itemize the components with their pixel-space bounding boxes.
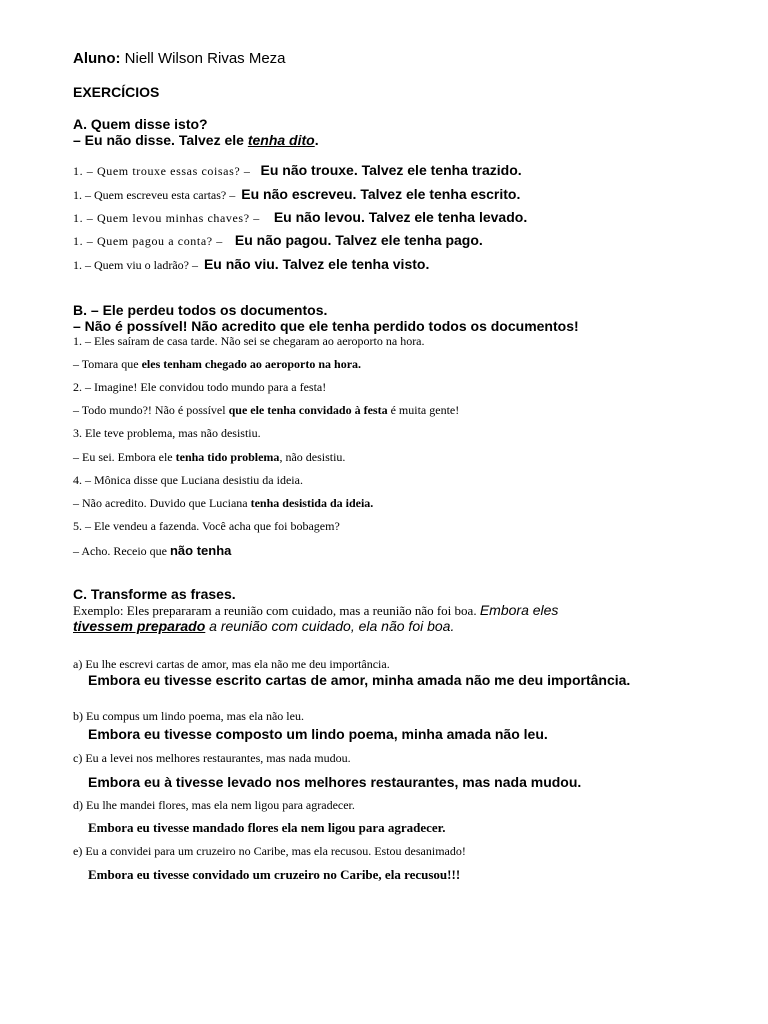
- section-b-line-9: 5. – Ele vendeu a fazenda. Você acha que foi bobagem?: [73, 519, 340, 533]
- section-b-title: B. – Ele perdeu todos os documentos.: [73, 302, 328, 318]
- example-emphasis: tivessem preparado: [73, 618, 206, 634]
- section-b-line-6: [73, 450, 345, 465]
- line-answer: tenha tido problema: [175, 450, 280, 464]
- section-b-line-5: 3. Ele teve problema, mas não desistiu.: [73, 426, 261, 440]
- section-c-c-answer: Embora eu à tivesse levado nos melhores restaurantes, mas nada mudou.: [88, 774, 582, 790]
- section-b-line-8: [73, 496, 373, 511]
- section-c-e-answer: Embora eu tivesse convidado um cruzeiro no Caribe, ela recusou!!!: [88, 867, 461, 882]
- section-a-item-1: [73, 162, 522, 180]
- section-c-title: C. Transforme as frases.: [73, 586, 236, 602]
- section-a-item-5: [73, 256, 429, 274]
- section-b-line-7: 4. – Mônica disse que Luciana desistiu da ideia.: [73, 473, 303, 487]
- line-answer: não tenha: [169, 543, 232, 558]
- section-c-d-question: d) Eu lhe mandei flores, mas ela nem ligou para agradecer.: [73, 798, 355, 812]
- section-c-b-question: b) Eu compus um lindo poema, mas ela não leu.: [73, 709, 304, 723]
- exercises-title: EXERCÍCIOS: [73, 84, 160, 100]
- line-answer: eles tenham chegado ao aeroporto na hora.: [141, 357, 362, 371]
- line-text-end: é muita gente!: [387, 403, 460, 417]
- student-label: Aluno:: [73, 50, 121, 67]
- item-question: 1. – Quem levou minhas chaves? –: [73, 211, 260, 225]
- section-c-e-question: e) Eu a convidei para um cruzeiro no Caribe, mas ela recusou. Estou desanimado!: [73, 844, 466, 858]
- section-c-b-answer: Embora eu tivesse composto um lindo poema, minha amada não leu.: [88, 726, 548, 742]
- example-answer-end: a reunião com cuidado, ela não foi boa.: [205, 618, 455, 634]
- section-c-a-answer: Embora eu tivesse escrito cartas de amor, minha amada não me deu importância.: [88, 672, 631, 688]
- line-text: – Acho. Receio que: [73, 544, 170, 558]
- section-b-line-3: 2. – Imagine! Ele convidou todo mundo para a festa!: [73, 380, 327, 394]
- line-text: – Todo mundo?! Não é possível: [73, 403, 229, 417]
- section-b-line-2: [73, 357, 361, 372]
- section-a-item-4: [73, 232, 483, 250]
- item-question: 1. – Quem trouxe essas coisas? –: [73, 164, 251, 178]
- item-question: 1. – Quem viu o ladrão? –: [73, 258, 198, 272]
- line-answer: que ele tenha convidado à festa: [228, 403, 388, 417]
- line-text: – Não acredito. Duvido que Luciana: [73, 496, 251, 510]
- section-a-example: [73, 132, 319, 148]
- line-text: – Eu sei. Embora ele: [73, 450, 176, 464]
- example-text: Exemplo: Eles prepararam a reunião com cuidado, mas a reunião não foi boa.: [73, 603, 480, 618]
- section-b-example: – Não é possível! Não acredito que ele tenha perdido todos os documentos!: [73, 318, 579, 334]
- student-name: Niell Wilson Rivas Meza: [120, 50, 286, 67]
- section-c-example-line-2: [73, 618, 454, 634]
- item-answer: Eu não levou. Talvez ele tenha levado.: [273, 209, 528, 225]
- line-text-end: , não desistiu.: [279, 450, 346, 464]
- section-a-example-emphasis: tenha dito: [247, 132, 315, 148]
- section-b-line-10: [73, 542, 231, 560]
- line-answer: tenha desistida da ideia.: [250, 496, 374, 510]
- section-c-a-question: a) Eu lhe escrevi cartas de amor, mas ela não me deu importância.: [73, 657, 390, 671]
- line-text: – Tomara que: [73, 357, 142, 371]
- student-line: [73, 50, 286, 67]
- item-answer: Eu não pagou. Talvez ele tenha pago.: [234, 232, 483, 248]
- section-b-line-4: [73, 403, 459, 418]
- section-c-c-question: c) Eu a levei nos melhores restaurantes, mas nada mudou.: [73, 751, 351, 765]
- item-question: 1. – Quem escreveu esta cartas? –: [73, 188, 236, 202]
- section-c-d-answer: Embora eu tivesse mandado flores ela nem ligou para agradecer.: [88, 820, 446, 835]
- item-answer: Eu não viu. Talvez ele tenha visto.: [203, 256, 430, 272]
- section-b-line-1: 1. – Eles saíram de casa tarde. Não sei se chegaram ao aeroporto na hora.: [73, 334, 425, 348]
- section-a-example-prefix: – Eu não disse. Talvez ele: [73, 132, 248, 148]
- item-answer: Eu não escreveu. Talvez ele tenha escrito.: [241, 186, 521, 202]
- section-a-item-2: [73, 186, 520, 204]
- item-question: 1. – Quem pagou a conta? –: [73, 234, 223, 248]
- section-a-title: A. Quem disse isto?: [73, 116, 208, 132]
- section-a-example-suffix: .: [314, 132, 319, 148]
- section-a-item-3: [73, 209, 527, 227]
- example-answer-start: Embora eles: [479, 602, 559, 618]
- item-answer: Eu não trouxe. Talvez ele tenha trazido.: [260, 162, 522, 178]
